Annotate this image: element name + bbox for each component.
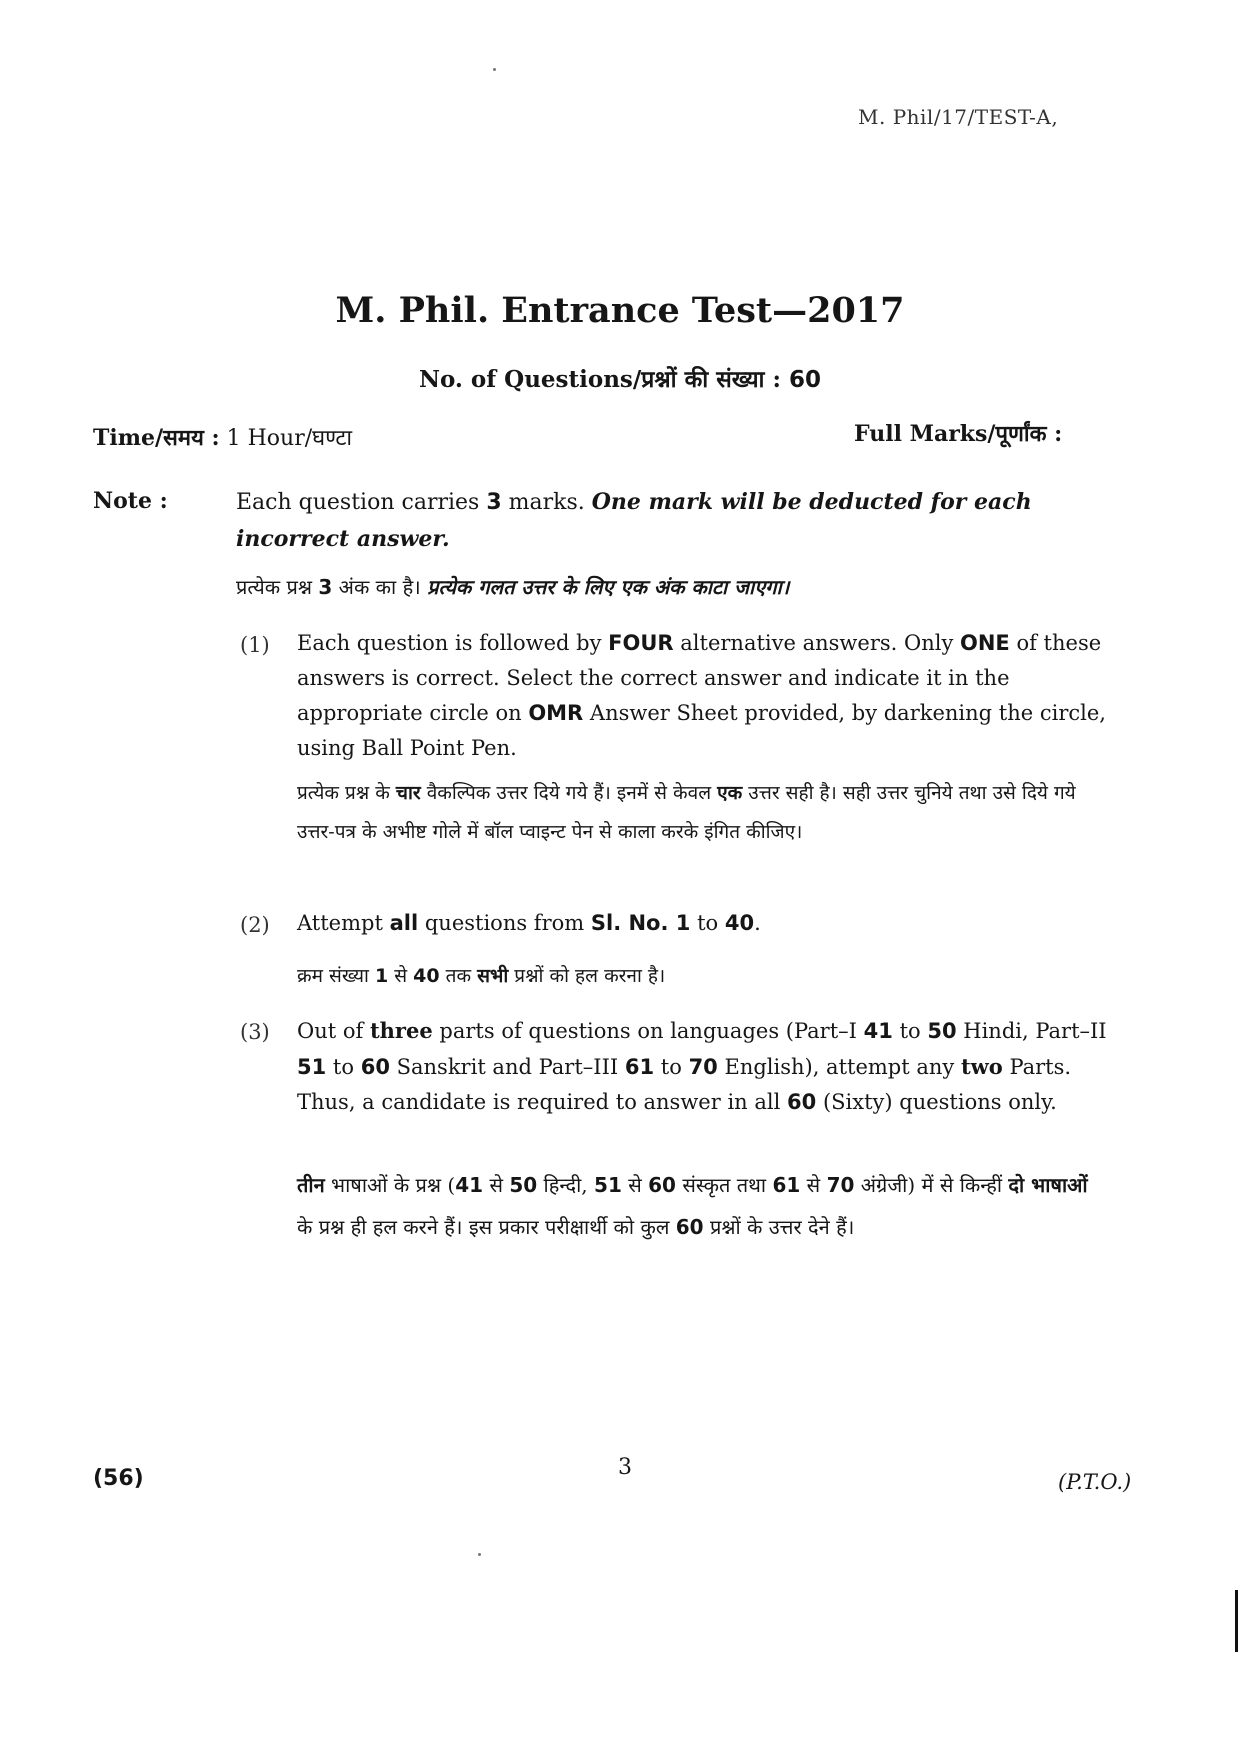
item-2-number: (2) [240, 913, 270, 937]
text-bold: FOUR [608, 631, 674, 655]
text-bold: 51 [297, 1055, 327, 1079]
text-bold: 41 [863, 1019, 893, 1043]
text: Answer Sheet provided, by darkening the circle, using Ball Point Pen. [297, 701, 1106, 760]
time-value: 1 Hour/घण्टा [226, 426, 353, 451]
note-hi-text: प्रत्येक प्रश्न [236, 575, 313, 599]
page-number: 3 [618, 1455, 632, 1480]
note-label: Note : [93, 488, 168, 514]
time-label: Time/समय : [93, 425, 220, 451]
scan-speck [493, 68, 496, 71]
text: क्रम संख्या [297, 965, 369, 987]
num-questions-label: No. of Questions/प्रश्नों की संख्या : [418, 366, 782, 393]
text: से [394, 965, 408, 987]
text: questions from [424, 911, 585, 935]
item-1-english [297, 626, 1107, 766]
text: Parts. Thus, a candidate is required to answer in all [297, 1055, 1072, 1114]
text: अंग्रेजी) में से किन्हीं [860, 1173, 1003, 1197]
text-bold: 40 [413, 965, 440, 987]
text-bold: 41 [455, 1173, 484, 1197]
text: प्रश्नों को हल करना है। [514, 965, 666, 987]
full-marks-label: Full Marks/पूर्णांक : [854, 421, 1063, 447]
text: से [806, 1173, 821, 1197]
time-line [93, 422, 352, 452]
text-bold: 70 [688, 1055, 718, 1079]
text-bold: 40 [724, 911, 755, 935]
item-3-english [297, 1013, 1107, 1120]
text: Each question is followed by [297, 631, 602, 655]
note-deduction: One mark will be deducted for each incorrect answer. [236, 489, 1032, 552]
text-bold: सभी [477, 965, 509, 987]
text: Attempt [297, 911, 383, 935]
text-bold: all [389, 911, 419, 935]
note-text: marks. [508, 490, 585, 515]
text-bold: 60 [787, 1090, 817, 1114]
scan-speck [478, 1553, 481, 1556]
text-bold: three [369, 1018, 433, 1043]
note-hindi [236, 573, 789, 600]
pto-marker: (P.T.O.) [1058, 1470, 1132, 1494]
text: Sanskrit and Part–III [396, 1055, 619, 1079]
item-2-hindi [297, 957, 665, 996]
text: से [489, 1173, 503, 1197]
text: से [628, 1173, 642, 1197]
scan-edge-mark [1235, 1590, 1238, 1652]
text-bold: 61 [624, 1055, 655, 1079]
text: Hindi, Part–II [963, 1019, 1107, 1043]
item-3-hindi [297, 1164, 1107, 1248]
text-bold: 50 [509, 1173, 538, 1197]
item-1-hindi [297, 774, 1107, 852]
text: to [697, 911, 719, 935]
text: . [754, 911, 761, 935]
text-bold: 61 [772, 1173, 801, 1197]
text: संस्कृत तथा [682, 1173, 767, 1197]
text-bold: 51 [594, 1173, 622, 1197]
text: to [332, 1055, 355, 1079]
text-bold: Sl. No. 1 [590, 911, 691, 935]
paper-code: M. Phil/17/TEST-A, [858, 105, 1059, 129]
text: alternative answers. Only [680, 631, 954, 655]
num-questions [0, 362, 1240, 394]
text: के प्रश्न ही हल करने हैं। इस प्रकार परीक्षार्थी को कुल [297, 1215, 670, 1239]
text: to [899, 1019, 921, 1043]
text-bold: एक [717, 782, 743, 804]
text: of these answers is correct. Select the correct answer and indicate it in the appropriate circle on [297, 631, 1102, 725]
text: भाषाओं के प्रश्न ( [331, 1173, 456, 1197]
text-bold: two [960, 1054, 1003, 1079]
text: English), attempt any [724, 1055, 955, 1079]
text: parts of questions on languages (Part–I [439, 1019, 857, 1043]
text: to [660, 1055, 682, 1079]
text-bold: 1 [374, 965, 389, 987]
item-1-number: (1) [240, 633, 270, 657]
item-2-english [297, 906, 761, 941]
note-hi-marks: 3 [318, 575, 333, 599]
note-marks: 3 [486, 490, 502, 515]
note-hi-text: अंक का है। [338, 575, 421, 599]
text: हिन्दी, [543, 1173, 588, 1197]
item-3-number: (3) [240, 1020, 270, 1044]
text-bold: ONE [960, 631, 1010, 655]
text-bold: 70 [826, 1173, 855, 1197]
text: प्रत्येक प्रश्न के [297, 782, 390, 804]
footer-code: (56) [93, 1466, 144, 1491]
text-bold: दो भाषाओं [1008, 1173, 1088, 1197]
text-bold: तीन [297, 1173, 325, 1197]
note-english [236, 484, 1106, 558]
page-title: M. Phil. Entrance Test—2017 [335, 290, 905, 331]
text: उत्तर सही है। सही उत्तर चुनिये तथा उसे दिये गये उत्तर-पत्र के अभीष्ट गोले में बॉल प्वाइन्ट पेन से काला करके इंगित कीजिए। [297, 782, 1076, 843]
text-bold: OMR [528, 701, 584, 725]
note-hi-deduction: प्रत्येक गलत उत्तर के लिए एक अंक काटा जाएगा। [427, 575, 790, 599]
text-bold: 60 [360, 1055, 390, 1079]
text: (Sixty) questions only. [822, 1090, 1057, 1114]
note-text: Each question carries [236, 490, 480, 515]
text: तक [445, 965, 472, 987]
text: Out of [297, 1019, 364, 1043]
text-bold: 50 [927, 1019, 957, 1043]
text: वैकल्पिक उत्तर दिये गये हैं। इनमें से केवल [426, 782, 712, 804]
text-bold: 60 [648, 1173, 676, 1197]
text-bold: 60 [675, 1215, 704, 1239]
num-questions-value: 60 [789, 367, 822, 393]
text-bold: चार [395, 782, 421, 804]
text: प्रश्नों के उत्तर देने हैं। [709, 1215, 855, 1239]
